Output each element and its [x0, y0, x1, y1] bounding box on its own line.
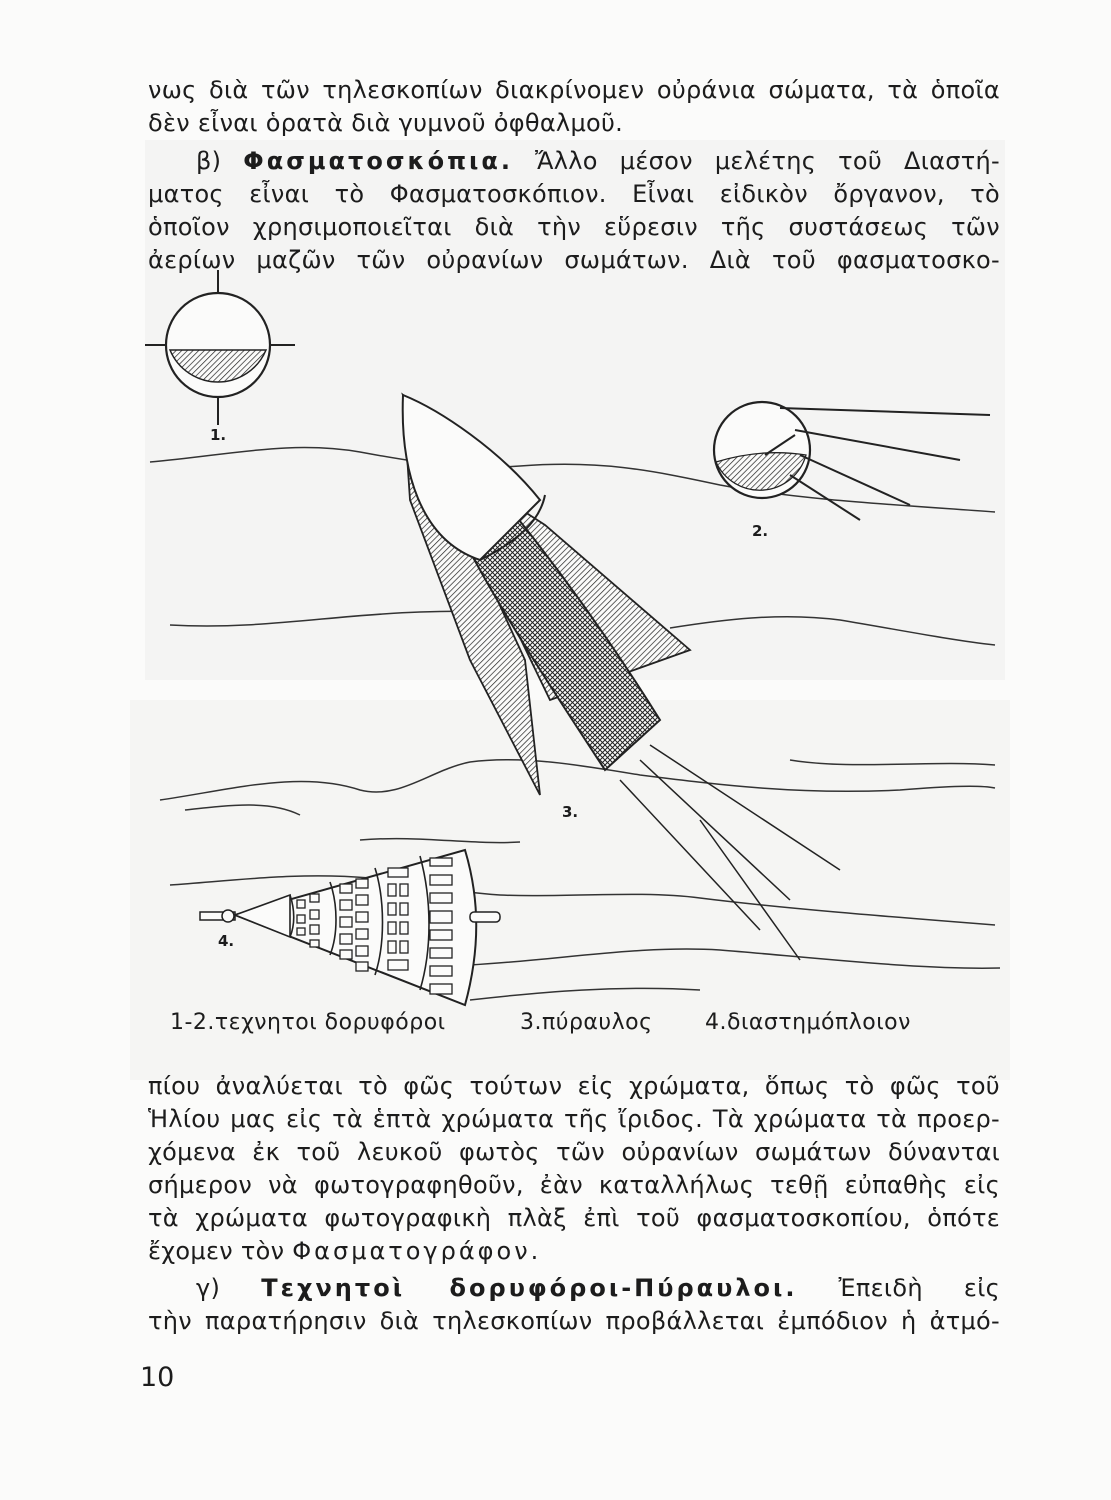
figure-label-1: 1. [210, 426, 227, 444]
figure-label-2: 2. [752, 522, 769, 540]
satellite-1 [145, 270, 295, 425]
text-line: δὲν εἶναι ὁρατὰ διὰ γυμνοῦ ὀφθαλμοῦ. [148, 109, 624, 137]
section-title: Τεχνητοὶ δορυφόροι-Πύραυλοι. [261, 1274, 798, 1302]
text-line: τὴν παρατήρησιν διὰ τηλεσκοπίων προβάλλεται ἐμπόδιον ἡ ἀτμό- [148, 1307, 1000, 1335]
text-line: ὁποῖον χρησιμοποιεῖται διὰ τὴν εὕρεσιν τῆς συστάσεως τῶν [148, 213, 1000, 241]
text-line: νως διὰ τῶν τηλεσκοπίων διακρίνομεν οὐράνια σώματα, τὰ ὁποῖα [148, 76, 1000, 104]
figure-label-3: 3. [562, 803, 579, 821]
text-line: σήμερον νὰ φωτογραφηθοῦν, ἐὰν καταλλήλως τεθῇ εὐπαθὴς εἰς [148, 1171, 1000, 1199]
term-spectrograph: Φασματογράφον. [292, 1237, 542, 1265]
text-run: ἔχομεν τὸν [148, 1237, 285, 1265]
section-heading-line [148, 1272, 1000, 1305]
section-letter: γ) [196, 1274, 221, 1302]
section-letter: β) [196, 147, 222, 175]
caption-satellites: 1-2.τεχνητοι δορυφόροι [170, 1010, 446, 1035]
caption-spaceship: 4.διαστημόπλοιον [705, 1010, 911, 1035]
caption-rocket: 3.πύραυλος [520, 1010, 653, 1035]
spaceship-4 [200, 850, 500, 1005]
text-line: ματος εἶναι τὸ Φασματοσκόπιον. Εἶναι εἰδικὸν ὄργανον, τὸ [148, 180, 1000, 208]
section-title: Φασματοσκόπια. [243, 147, 514, 175]
text-line: Ἡλίου μας εἰς τὰ ἑπτὰ χρώματα τῆς ἴριδος. Τὰ χρώματα τὰ προερ- [148, 1105, 1000, 1133]
text-line: ἀερίων μαζῶν τῶν οὐρανίων σωμάτων. Διὰ τοῦ φασματοσκο- [148, 246, 1000, 274]
text-run: Ἄλλο μέσον μελέτης τοῦ Διαστή- [535, 147, 1001, 175]
figure-label-4: 4. [218, 932, 235, 950]
paragraph-2 [148, 1070, 1000, 1268]
text-run: Ἐπειδὴ εἰς [838, 1274, 1000, 1302]
satellite-2 [714, 402, 990, 520]
text-line: τὰ χρώματα φωτογραφικὴ πλὰξ ἐπὶ τοῦ φασματοσκοπίου, ὁπότε [148, 1204, 1000, 1232]
page-number: 10 [140, 1362, 175, 1393]
section-satellites-rockets [148, 1272, 1000, 1338]
text-line [148, 1235, 1000, 1268]
text-line: χόμενα ἐκ τοῦ λευκοῦ φωτὸς τῶν οὐρανίων σωμάτων δύνανται [148, 1138, 1000, 1166]
text-line: πίου ἀναλύεται τὸ φῶς τούτων εἰς χρώματα, ὅπως τὸ φῶς τοῦ [148, 1072, 1000, 1100]
